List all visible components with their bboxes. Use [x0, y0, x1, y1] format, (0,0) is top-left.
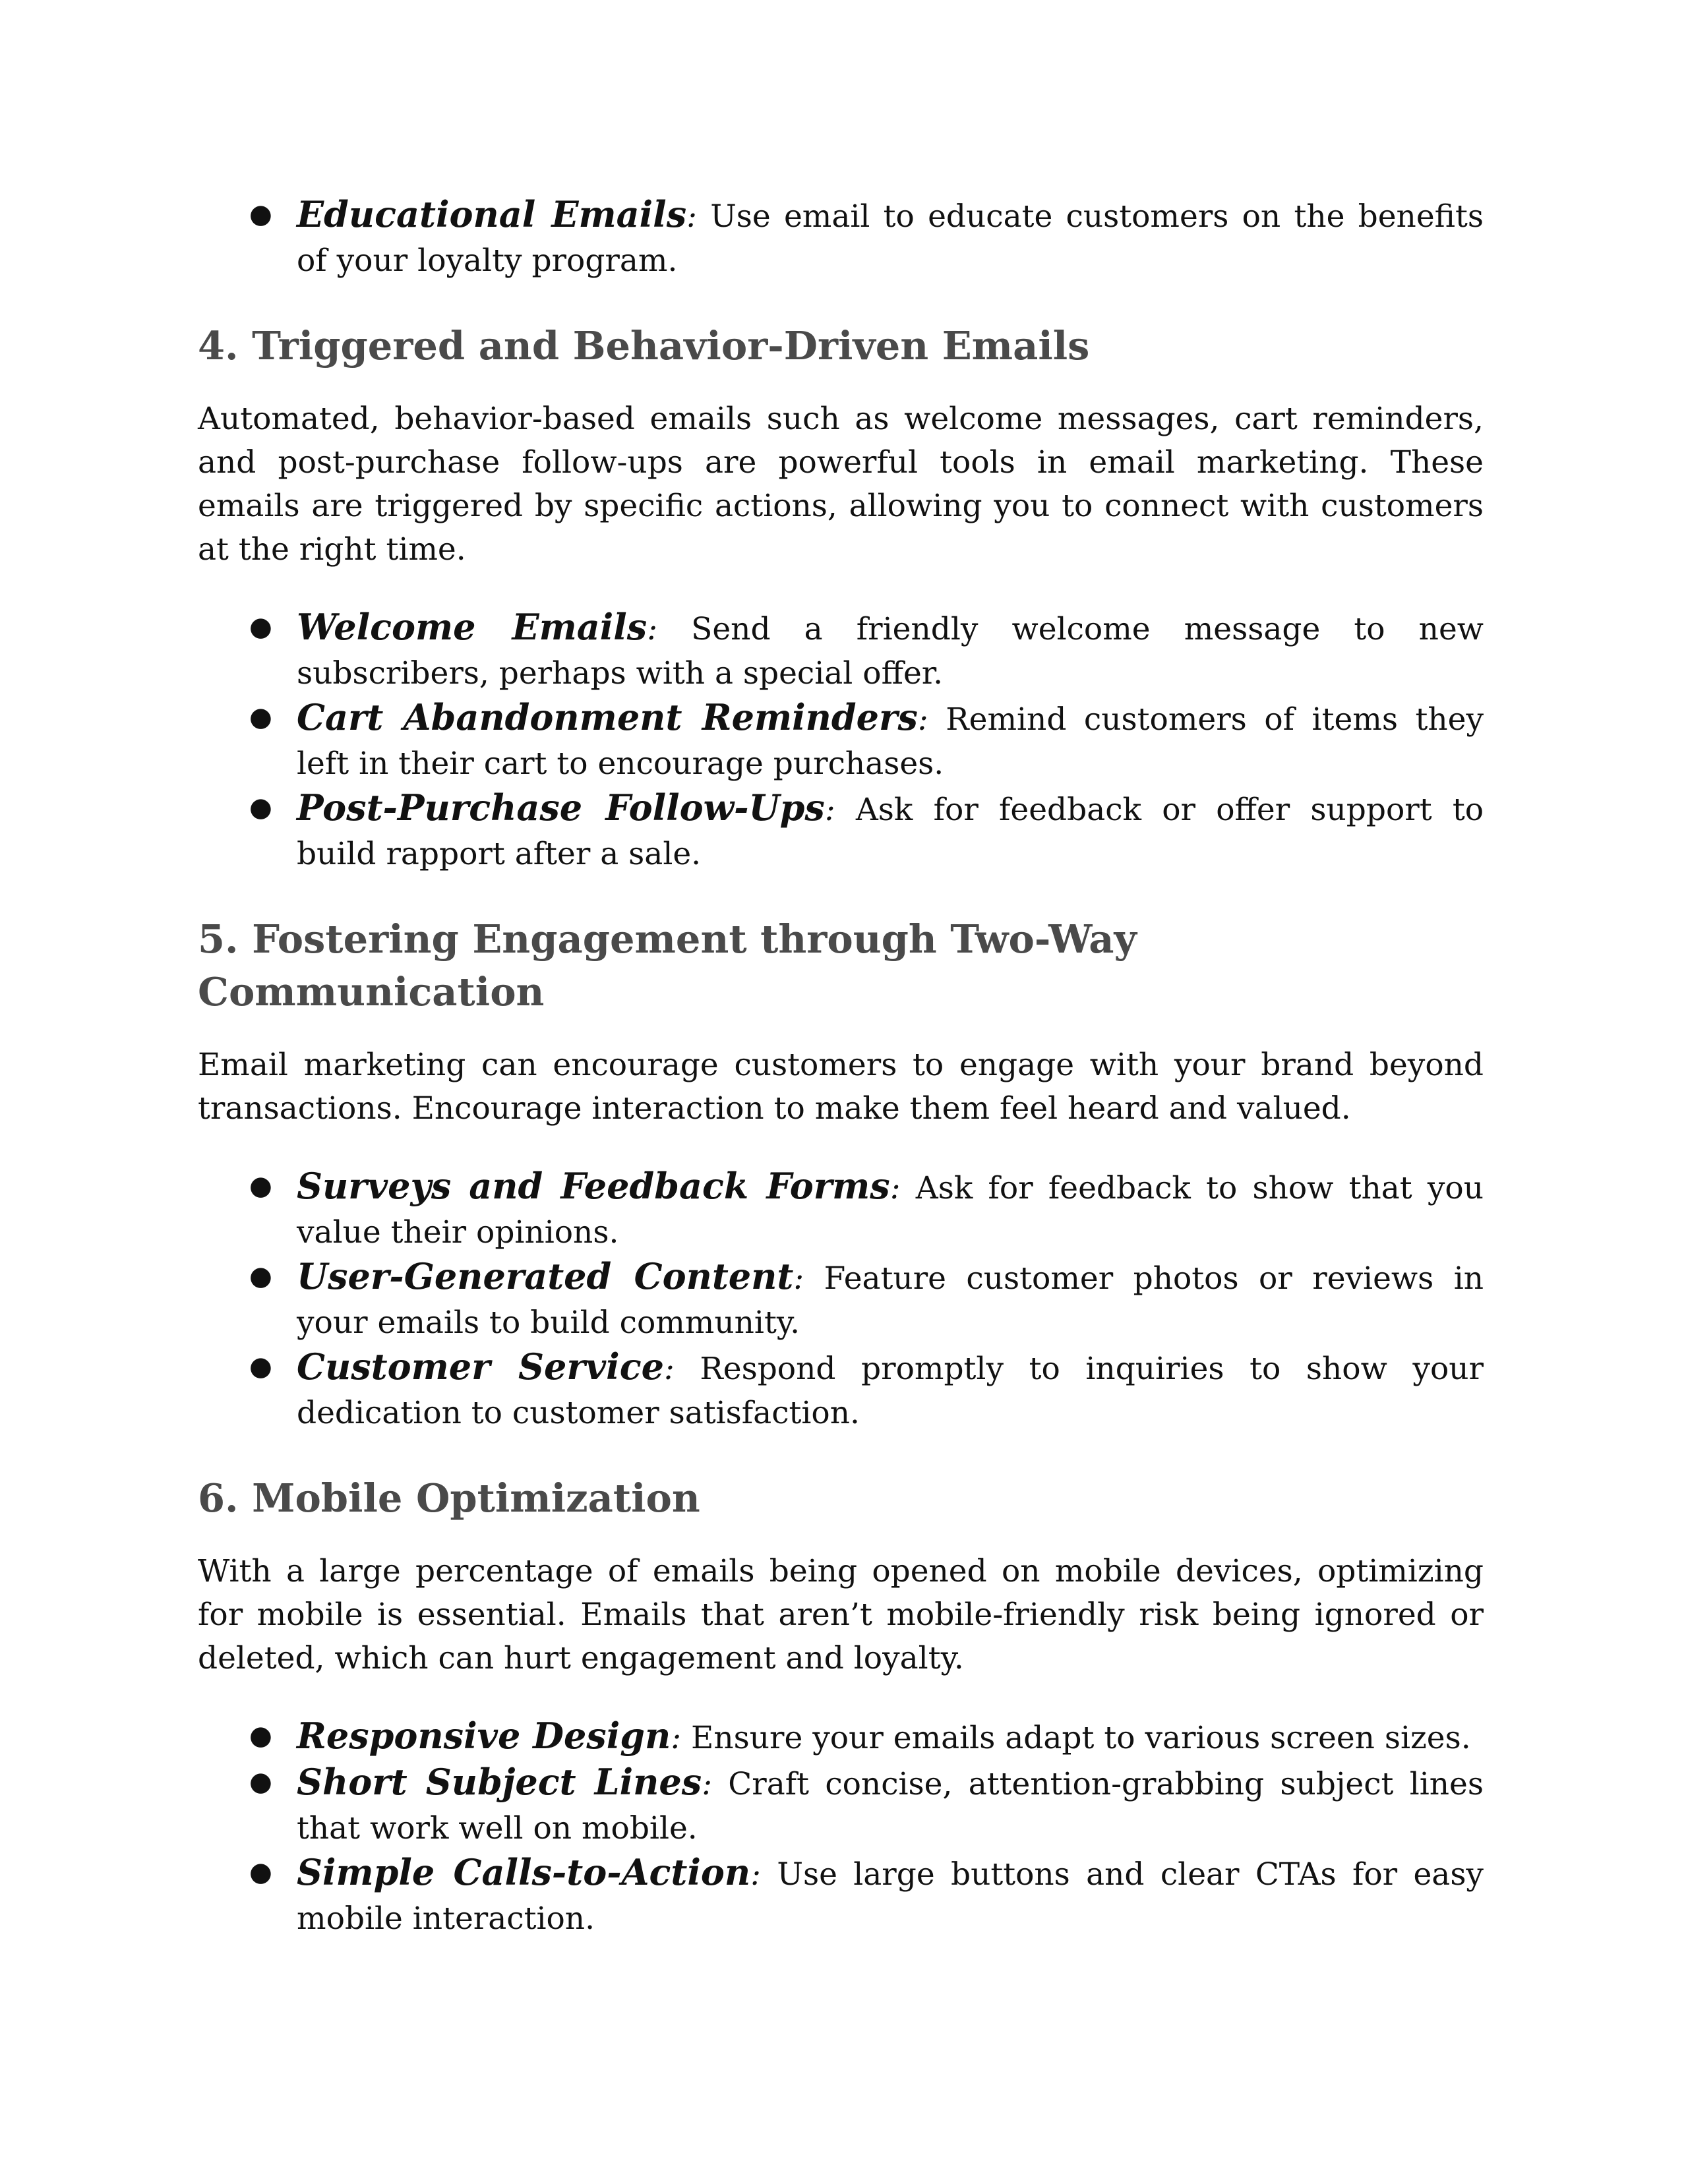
list-item [198, 1850, 1484, 1941]
list-item [198, 192, 1484, 283]
item-term: Educational Emails [297, 193, 687, 235]
bullet-icon: ● [249, 1767, 272, 1797]
list-item [198, 1714, 1484, 1760]
item-text: Ask for feedback to show that you value their opinions. [297, 1170, 1484, 1251]
bullet-icon: ● [249, 612, 272, 642]
bullet-list-loyalty [198, 192, 1484, 283]
item-colon: : [671, 1720, 682, 1756]
section-heading-engagement: 5. Fostering Engagement through Two-Way Communication [198, 916, 1137, 1015]
item-text: Use email to educate customers on the benefits of your loyalty program. [297, 198, 1484, 279]
bullet-list-triggered-emails [198, 605, 1484, 876]
bullet-list-engagement [198, 1164, 1484, 1435]
item-term: Cart Abandonment Reminders [297, 696, 918, 738]
bullet-icon: ● [249, 1171, 272, 1201]
item-text: Ask for feedback or offer support to build rapport after a sale. [297, 792, 1484, 872]
item-colon: : [889, 1170, 901, 1206]
bullet-icon: ● [249, 1857, 272, 1887]
item-text: Remind customers of items they left in their cart to encourage purchases. [297, 701, 1484, 782]
section-heading-triggered-emails: 4. Triggered and Behavior-Driven Emails [198, 323, 1090, 369]
item-colon: : [663, 1351, 675, 1387]
item-term: Post-Purchase Follow-Ups [297, 786, 825, 829]
section-paragraph: With a large percentage of emails being opened on mobile devices, optimizing for mobile is essential. Emails that aren’t mobile-friendly risk being ignored or deleted, which can hurt engagement and loyalty. [198, 1553, 1484, 1676]
bullet-icon: ● [249, 1351, 272, 1382]
list-item [198, 1760, 1484, 1850]
item-colon: : [824, 792, 835, 828]
item-text: Send a friendly welcome message to new subscribers, perhaps with a special offer. [297, 611, 1484, 692]
bullet-icon: ● [249, 199, 272, 229]
list-item [198, 605, 1484, 695]
section-paragraph: Email marketing can encourage customers to engage with your brand beyond transactions. Encourage interaction to make them feel heard and valued. [198, 1047, 1484, 1127]
list-item [198, 1254, 1484, 1345]
item-term: Welcome Emails [297, 606, 648, 648]
bullet-icon: ● [249, 1261, 272, 1291]
item-text: Ensure your emails adapt to various screen sizes. [681, 1720, 1471, 1756]
bullet-icon: ● [249, 702, 272, 732]
bullet-list-mobile [198, 1714, 1484, 1941]
item-colon: : [647, 611, 658, 647]
item-colon: : [750, 1856, 762, 1893]
list-item [198, 1345, 1484, 1435]
item-term: User-Generated Content [297, 1255, 794, 1297]
item-term: Short Subject Lines [297, 1761, 702, 1803]
item-colon: : [702, 1766, 713, 1802]
item-term: Customer Service [297, 1345, 664, 1388]
bullet-icon: ● [249, 1721, 272, 1751]
section-heading-mobile-optimization: 6. Mobile Optimization [198, 1475, 700, 1521]
list-item [198, 1164, 1484, 1254]
list-item [198, 695, 1484, 786]
bullet-icon: ● [249, 792, 272, 823]
item-term: Surveys and Feedback Forms [297, 1165, 890, 1207]
item-text: Craft concise, attention-grabbing subject lines that work well on mobile. [297, 1766, 1484, 1846]
item-text: Feature customer photos or reviews in your emails to build community. [297, 1260, 1484, 1341]
list-item [198, 786, 1484, 876]
document-page [198, 192, 1484, 1941]
item-term: Simple Calls-to-Action [297, 1851, 751, 1893]
item-text: Use large buttons and clear CTAs for easy mobile interaction. [297, 1856, 1484, 1937]
section-paragraph: Automated, behavior-based emails such as welcome messages, cart reminders, and post-purchase follow-ups are powerful tools in email marketing. These emails are triggered by specific actions, allowing you to connect with customers at the right time. [198, 401, 1484, 568]
item-text: Respond promptly to inquiries to show your dedication to customer satisfaction. [297, 1351, 1484, 1431]
item-colon: : [686, 198, 697, 235]
item-colon: : [917, 701, 928, 738]
item-term: Responsive Design [297, 1715, 671, 1757]
item-colon: : [793, 1260, 804, 1297]
